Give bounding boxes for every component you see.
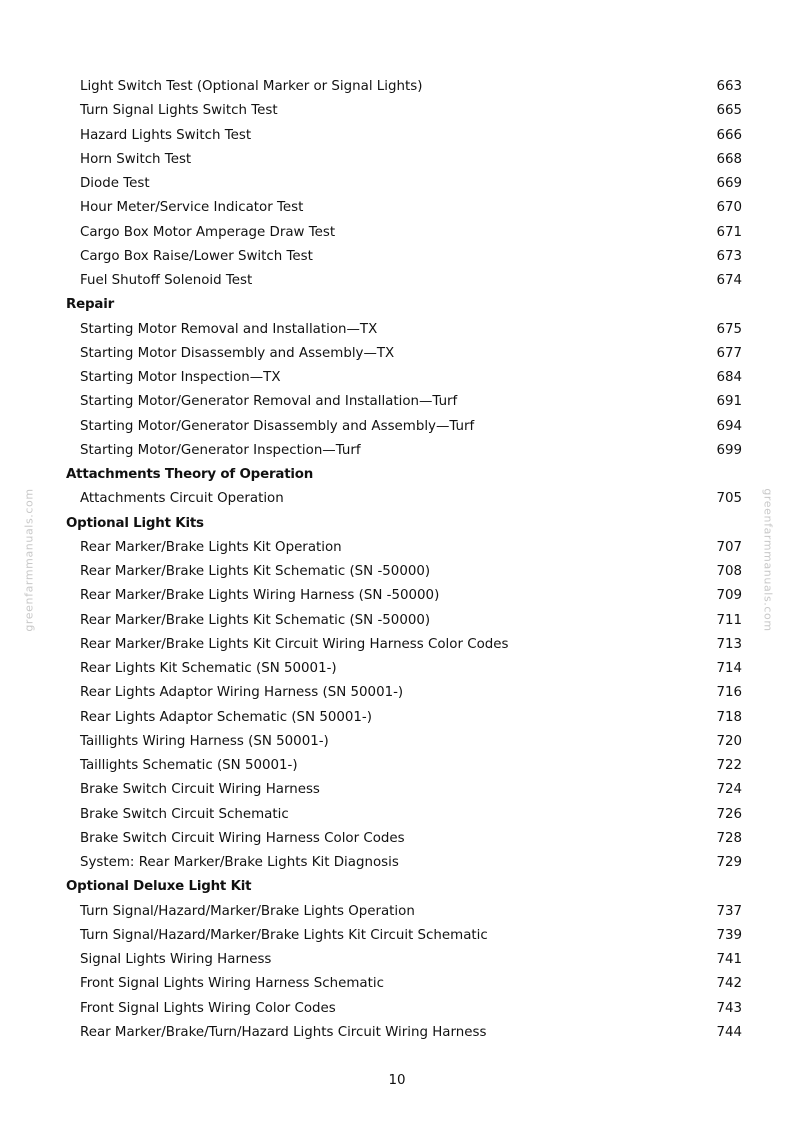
toc-entry-page: 666 bbox=[716, 127, 742, 143]
toc-entry[interactable] bbox=[0, 633, 794, 657]
toc-entry[interactable] bbox=[0, 560, 794, 584]
toc-entry-page: 699 bbox=[716, 442, 742, 458]
toc-entry-title: Turn Signal/Hazard/Marker/Brake Lights Kit Circuit Schematic bbox=[80, 927, 488, 943]
toc-section-title: Optional Light Kits bbox=[66, 515, 204, 531]
toc-entry[interactable] bbox=[0, 269, 794, 293]
toc-entry[interactable] bbox=[0, 997, 794, 1021]
toc-entry-page: 711 bbox=[716, 612, 742, 628]
toc-entry-page: 671 bbox=[716, 224, 742, 240]
toc-entry-title: Turn Signal Lights Switch Test bbox=[80, 103, 278, 119]
watermark-left: greenfarmmanuals.com bbox=[22, 488, 36, 632]
toc-entry-page: 663 bbox=[716, 79, 742, 94]
toc-entry-page: 670 bbox=[716, 200, 742, 216]
table-of-contents bbox=[0, 75, 794, 1045]
toc-section-heading[interactable] bbox=[0, 875, 794, 899]
toc-entry[interactable] bbox=[0, 439, 794, 463]
toc-section-title: Repair bbox=[66, 297, 115, 313]
toc-entry-title: Brake Switch Circuit Wiring Harness bbox=[80, 782, 320, 798]
toc-entry-title: Front Signal Lights Wiring Harness Schematic bbox=[80, 976, 384, 992]
toc-entry-title: Starting Motor/Generator Inspection—Turf bbox=[80, 442, 361, 458]
toc-entry-page: 673 bbox=[716, 248, 742, 264]
toc-entry[interactable] bbox=[0, 754, 794, 778]
toc-entry[interactable] bbox=[0, 803, 794, 827]
toc-entry[interactable] bbox=[0, 948, 794, 972]
toc-entry-page: 743 bbox=[716, 1000, 742, 1016]
toc-entry[interactable] bbox=[0, 366, 794, 390]
toc-entry-page: 716 bbox=[716, 685, 742, 701]
toc-entry-title: Signal Lights Wiring Harness bbox=[80, 952, 272, 967]
toc-entry-title: Starting Motor Inspection—TX bbox=[80, 370, 281, 385]
toc-entry[interactable] bbox=[0, 924, 794, 948]
toc-entry-page: 677 bbox=[716, 345, 742, 361]
toc-entry-page: 729 bbox=[716, 855, 742, 870]
toc-entry[interactable] bbox=[0, 124, 794, 148]
toc-entry[interactable] bbox=[0, 972, 794, 996]
toc-entry-title: Rear Lights Adaptor Wiring Harness (SN 50001-) bbox=[80, 685, 404, 701]
toc-entry-title: Rear Marker/Brake Lights Kit Circuit Wiring Harness Color Codes bbox=[80, 636, 509, 652]
toc-entry-page: 713 bbox=[716, 636, 742, 652]
toc-entry[interactable] bbox=[0, 99, 794, 123]
toc-section-heading[interactable] bbox=[0, 293, 794, 317]
toc-entry-page: 707 bbox=[716, 539, 742, 555]
toc-entry-title: Light Switch Test (Optional Marker or Signal Lights) bbox=[80, 79, 423, 94]
toc-entry-page: 674 bbox=[716, 273, 742, 288]
toc-entry[interactable] bbox=[0, 657, 794, 681]
toc-entry[interactable] bbox=[0, 75, 794, 99]
toc-entry-title: Starting Motor/Generator Disassembly and Assembly—Turf bbox=[80, 418, 475, 434]
page-number: 10 bbox=[388, 1073, 406, 1088]
toc-entry-title: Cargo Box Raise/Lower Switch Test bbox=[80, 248, 313, 264]
toc-entry[interactable] bbox=[0, 730, 794, 754]
toc-entry-page: 741 bbox=[716, 952, 742, 967]
toc-entry[interactable] bbox=[0, 415, 794, 439]
toc-entry-page: 665 bbox=[716, 103, 742, 119]
toc-entry[interactable] bbox=[0, 245, 794, 269]
toc-entry-title: Diode Test bbox=[80, 176, 150, 191]
toc-entry[interactable] bbox=[0, 681, 794, 705]
toc-entry-title: Starting Motor Disassembly and Assembly—TX bbox=[80, 345, 395, 361]
toc-section-title: Attachments Theory of Operation bbox=[66, 467, 314, 482]
toc-entry[interactable] bbox=[0, 536, 794, 560]
toc-entry-page: 726 bbox=[716, 806, 742, 822]
toc-entry[interactable] bbox=[0, 148, 794, 172]
toc-entry[interactable] bbox=[0, 487, 794, 511]
toc-entry-title: Cargo Box Motor Amperage Draw Test bbox=[80, 224, 336, 240]
toc-entry-page: 675 bbox=[716, 321, 742, 337]
toc-entry-title: Taillights Wiring Harness (SN 50001-) bbox=[80, 733, 329, 749]
toc-entry-title: Rear Marker/Brake/Turn/Hazard Lights Circuit Wiring Harness bbox=[80, 1024, 487, 1040]
toc-entry-title: Rear Marker/Brake Lights Wiring Harness (SN -50000) bbox=[80, 588, 440, 604]
toc-entry-page: 705 bbox=[716, 491, 742, 507]
toc-section-heading[interactable] bbox=[0, 512, 794, 536]
toc-entry[interactable] bbox=[0, 196, 794, 220]
toc-entry-page: 720 bbox=[716, 733, 742, 749]
toc-entry-page: 744 bbox=[716, 1024, 742, 1040]
toc-entry-title: Brake Switch Circuit Schematic bbox=[80, 806, 289, 822]
toc-entry-page: 669 bbox=[716, 176, 742, 191]
toc-entry-page: 722 bbox=[716, 758, 742, 773]
toc-entry-title: Starting Motor Removal and Installation—TX bbox=[80, 321, 378, 337]
toc-entry-page: 684 bbox=[716, 370, 742, 385]
toc-entry-title: Rear Marker/Brake Lights Kit Operation bbox=[80, 539, 342, 555]
toc-section-heading[interactable] bbox=[0, 463, 794, 487]
toc-entry-title: Hour Meter/Service Indicator Test bbox=[80, 200, 304, 216]
toc-entry-title: Rear Marker/Brake Lights Kit Schematic (SN -50000) bbox=[80, 564, 431, 579]
toc-entry-title: Brake Switch Circuit Wiring Harness Color Codes bbox=[80, 830, 405, 846]
toc-entry-title: Taillights Schematic (SN 50001-) bbox=[80, 758, 298, 773]
toc-entry[interactable] bbox=[0, 221, 794, 245]
toc-entry[interactable] bbox=[0, 1021, 794, 1045]
toc-entry[interactable] bbox=[0, 851, 794, 875]
toc-entry[interactable] bbox=[0, 900, 794, 924]
toc-entry-page: 742 bbox=[716, 976, 742, 992]
toc-entry-page: 709 bbox=[716, 588, 742, 604]
toc-entry[interactable] bbox=[0, 706, 794, 730]
toc-entry-page: 708 bbox=[716, 564, 742, 579]
toc-entry-title: Front Signal Lights Wiring Color Codes bbox=[80, 1000, 336, 1016]
toc-entry[interactable] bbox=[0, 390, 794, 414]
toc-entry-title: Fuel Shutoff Solenoid Test bbox=[80, 273, 253, 288]
toc-entry[interactable] bbox=[0, 584, 794, 608]
watermark-right: greenfarmmanuals.com bbox=[761, 488, 775, 632]
toc-entry[interactable] bbox=[0, 609, 794, 633]
toc-entry-title: Rear Lights Adaptor Schematic (SN 50001-) bbox=[80, 709, 372, 725]
toc-entry-page: 739 bbox=[716, 927, 742, 943]
toc-entry-title: Starting Motor/Generator Removal and Installation—Turf bbox=[80, 394, 458, 410]
toc-entry[interactable] bbox=[0, 318, 794, 342]
toc-entry-title: Turn Signal/Hazard/Marker/Brake Lights Operation bbox=[80, 903, 415, 919]
toc-entry-page: 668 bbox=[716, 151, 742, 167]
toc-entry-title: Rear Marker/Brake Lights Kit Schematic (SN -50000) bbox=[80, 612, 431, 628]
toc-entry-page: 724 bbox=[716, 782, 742, 798]
toc-entry[interactable] bbox=[0, 778, 794, 802]
toc-entry-title: System: Rear Marker/Brake Lights Kit Diagnosis bbox=[80, 855, 399, 870]
toc-entry[interactable] bbox=[0, 342, 794, 366]
toc-entry-title: Horn Switch Test bbox=[80, 151, 192, 167]
toc-entry[interactable] bbox=[0, 827, 794, 851]
toc-entry-page: 737 bbox=[716, 903, 742, 919]
toc-entry-title: Hazard Lights Switch Test bbox=[80, 127, 252, 143]
toc-entry-page: 691 bbox=[716, 394, 742, 410]
toc-entry[interactable] bbox=[0, 172, 794, 196]
toc-entry-page: 728 bbox=[716, 830, 742, 846]
toc-entry-page: 694 bbox=[716, 418, 742, 434]
toc-entry-title: Rear Lights Kit Schematic (SN 50001-) bbox=[80, 661, 337, 676]
toc-entry-page: 714 bbox=[716, 661, 742, 676]
toc-section-title: Optional Deluxe Light Kit bbox=[66, 879, 252, 895]
toc-entry-page: 718 bbox=[716, 709, 742, 725]
toc-entry-title: Attachments Circuit Operation bbox=[80, 491, 284, 507]
